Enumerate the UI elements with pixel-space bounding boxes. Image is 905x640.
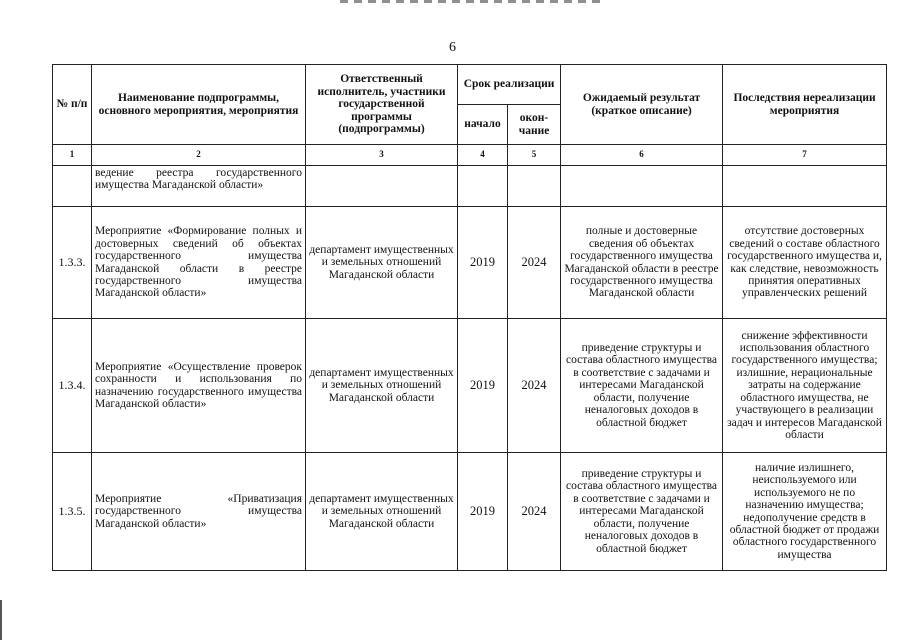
- row-number: 1.3.3.: [53, 207, 92, 319]
- header-responsible: Ответственный исполнитель, участники государственной программы (подпрограммы): [306, 65, 458, 145]
- row-responsible: [306, 166, 458, 207]
- header-period: Срок реализации: [458, 65, 561, 105]
- row-responsible: департамент имущественных и земельных отношений Магаданской области: [306, 207, 458, 319]
- header-end: окон-чание: [508, 105, 561, 145]
- row-number: 1.3.5.: [53, 453, 92, 571]
- table-row: [53, 453, 887, 571]
- table-row: [53, 166, 887, 207]
- row-start: 2019: [458, 207, 508, 319]
- header-row: [53, 65, 887, 105]
- row-number: [53, 166, 92, 207]
- row-result: приведение структуры и состава областного имущества в соответствие с задачами и интересами Магаданской области, получение неналоговых доходов в областной бюджет: [561, 453, 723, 571]
- scan-artifact-top: [340, 0, 600, 3]
- row-end: 2024: [508, 453, 561, 571]
- header-result: Ожидаемый результат (краткое описание): [561, 65, 723, 145]
- header-name: Наименование подпрограммы, основного мероприятия, мероприятия: [92, 65, 306, 145]
- row-result: полные и достоверные сведения об объектах государственного имущества Магаданской области в реестре государственного имущества Магаданской области: [561, 207, 723, 319]
- row-result: приведение структуры и состава областного имущества в соответствие с задачами и интересами Магаданской области, получение неналоговых доходов в областной бюджет: [561, 319, 723, 453]
- row-end: 2024: [508, 319, 561, 453]
- column-number-row: [53, 145, 887, 166]
- page-number: 6: [449, 40, 456, 55]
- header-consequence: Последствия нереализации мероприятия: [723, 65, 887, 145]
- column-number: 4: [458, 145, 508, 166]
- row-name: Мероприятие «Формирование полных и достоверных сведений об объектах государственного имущества Магаданской области в реестре государственного имущества Магаданской области»: [92, 207, 306, 319]
- row-start: [458, 166, 508, 207]
- row-consequence: [723, 166, 887, 207]
- column-number: 7: [723, 145, 887, 166]
- column-number: 6: [561, 145, 723, 166]
- column-number: 3: [306, 145, 458, 166]
- row-start: 2019: [458, 453, 508, 571]
- row-responsible: департамент имущественных и земельных отношений Магаданской области: [306, 453, 458, 571]
- row-end: [508, 166, 561, 207]
- row-responsible: департамент имущественных и земельных отношений Магаданской области: [306, 319, 458, 453]
- column-number: 2: [92, 145, 306, 166]
- program-table: [52, 64, 887, 571]
- row-consequence: отсутствие достоверных сведений о составе областного государственного имущества и, как следствие, невозможность принятия оперативных управленческих решений: [723, 207, 887, 319]
- column-number: 1: [53, 145, 92, 166]
- header-number: № п/п: [53, 65, 92, 145]
- row-name: Мероприятие «Приватизация государственного имущества Магаданской области»: [92, 453, 306, 571]
- header-start: начало: [458, 105, 508, 145]
- column-number: 5: [508, 145, 561, 166]
- row-name: Мероприятие «Осуществление проверок сохранности и использования по назначению государственного имущества Магаданской области»: [92, 319, 306, 453]
- scan-artifact-left: [0, 600, 2, 640]
- row-result: [561, 166, 723, 207]
- row-number: 1.3.4.: [53, 319, 92, 453]
- table-row: [53, 207, 887, 319]
- row-consequence: снижение эффективности использования областного государственного имущества; излишние, нерациональные затраты на содержание областного имущества, не участвующего в реализации задач и интересов Магаданской области: [723, 319, 887, 453]
- row-start: 2019: [458, 319, 508, 453]
- table-row: [53, 319, 887, 453]
- row-name: ведение реестра государственного имущества Магаданской области»: [92, 166, 306, 207]
- row-end: 2024: [508, 207, 561, 319]
- row-consequence: наличие излишнего, неиспользуемого или используемого не по назначению имущества; недополучение средств в областной бюджет от продажи областного государственного имущества: [723, 453, 887, 571]
